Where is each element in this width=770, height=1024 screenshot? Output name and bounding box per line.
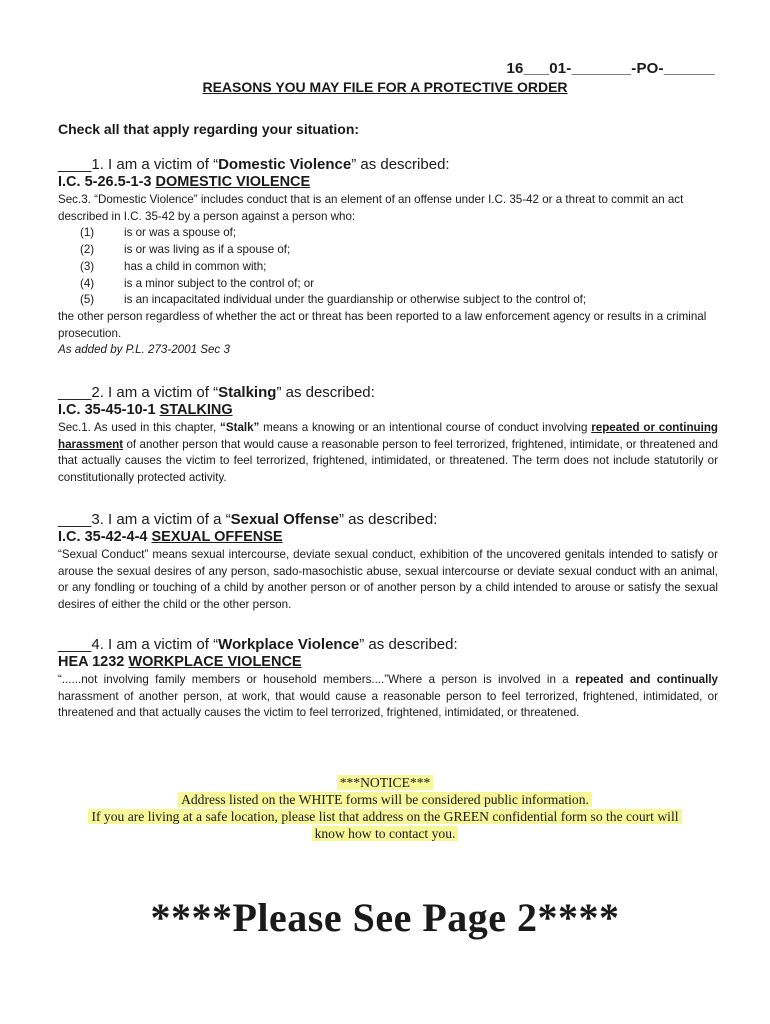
section-heading: ____4. I am a victim of “Workplace Violence” as described:: [58, 636, 458, 653]
offense-term: Domestic Violence: [218, 156, 352, 173]
notice-heading: ***NOTICE***: [337, 775, 434, 790]
checkbox-blank[interactable]: ____: [58, 636, 92, 653]
page-title: REASONS YOU MAY FILE FOR A PROTECTIVE ORDER: [202, 79, 568, 95]
section-domestic-violence: [58, 156, 718, 359]
statute-intro: Sec.3. “Domestic Violence” includes conduct that is an element of an offense under I.C. 35-42 or a threat to commit an act described in I.C. 35-42 by a person against a person who:: [58, 193, 684, 223]
statute-citation: I.C. 35-45-10-1 STALKING: [58, 402, 233, 418]
case-number: 16___01-_______-PO-______: [506, 60, 715, 77]
notice-line: know how to contact you.: [312, 826, 459, 841]
list-item: (1) is or was a spouse of;: [80, 226, 237, 240]
statute-text: Sec.1. As used in this chapter, “Stalk” means a knowing or an intentional course of conduct involving repeated or continuing harassment of another person that would cause a reasonable person to feel terrorized, frightened, intimidate, or threatened and that actually causes the victim to feel terrorized, frightened, intimidated, or threatened. The term does not include statutorily or constitutionally protected activity.: [58, 421, 719, 485]
statute-text: [58, 192, 718, 359]
section-heading: ____2. I am a victim of “Stalking” as described:: [58, 384, 375, 401]
list-item: (3) has a child in common with;: [80, 259, 267, 273]
offense-term: Stalking: [218, 384, 277, 401]
see-page-2-banner: ****Please See Page 2****: [150, 895, 620, 940]
list-item: (5) is an incapacitated individual under the guardianship or otherwise subject to the control of;: [80, 293, 587, 307]
checkbox-blank[interactable]: ____: [58, 384, 92, 401]
section-stalking: [58, 384, 718, 487]
section-workplace-violence: [58, 636, 718, 722]
instruction-text: Check all that apply regarding your situation:: [58, 121, 360, 137]
statute-note: As added by P.L. 273-2001 Sec 3: [58, 343, 230, 357]
offense-term: Sexual Offense: [230, 511, 339, 528]
section-sexual-offense: [58, 511, 718, 614]
checkbox-blank[interactable]: ____: [58, 511, 92, 528]
statute-text: “......not involving family members or household members....”Where a person is involved in a repeated and continually harassment of another person, at work, that would cause a reasonable person to feel terrorized, frightened, intimidated, or threatened and that actually causes the victim to feel terrorized, frightened, intimidated, or threatened.: [58, 673, 719, 720]
section-heading: ____1. I am a victim of “Domestic Violence” as described:: [58, 156, 450, 173]
list-item: (2) is or was living as if a spouse of;: [80, 243, 291, 257]
offense-term: Workplace Violence: [218, 636, 360, 653]
statute-citation: HEA 1232 WORKPLACE VIOLENCE: [58, 654, 302, 670]
notice-box: [0, 774, 770, 842]
notice-line: If you are living at a safe location, please list that address on the GREEN confidential form so the court will: [88, 809, 681, 824]
statute-closing: the other person regardless of whether the act or threat has been reported to a law enforcement agency or results in a criminal prosecution.: [58, 309, 707, 340]
statute-citation: I.C. 35-42-4-4 SEXUAL OFFENSE: [58, 529, 283, 545]
checkbox-blank[interactable]: ____: [58, 156, 92, 173]
statute-text: “Sexual Conduct” means sexual intercourse, deviate sexual conduct, exhibition of the uncovered genitals intended to satisfy or arouse the sexual desires of any person, sado-masochistic abuse, sexual intercourse or deviate sexual conduct with an animal, or any fondling or touching of a child by another person or of another person by a child intended to arouse or satisfy the sexual desires of either the child or the other person.: [58, 548, 718, 612]
notice-line: Address listed on the WHITE forms will be considered public information.: [178, 792, 592, 807]
section-heading: ____3. I am a victim of a “Sexual Offense” as described:: [58, 511, 438, 528]
statute-citation: I.C. 5-26.5-1-3 DOMESTIC VIOLENCE: [58, 174, 311, 190]
list-item: (4) is a minor subject to the control of; or: [80, 276, 315, 290]
